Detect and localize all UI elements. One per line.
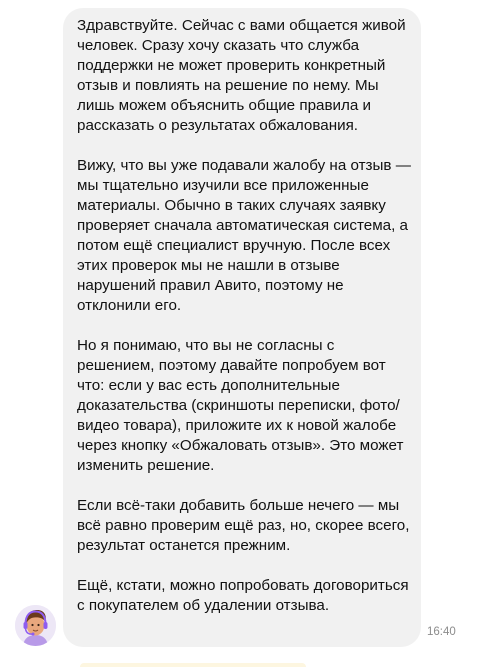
message-paragraph: Ещё, кстати, можно попробовать договориться с покупателем об удалении отзыва. [77,577,409,614]
support-agent-avatar-icon [15,605,56,646]
message-timestamp: 16:40 [427,626,456,638]
message-paragraph: Здравствуйте. Сейчас с вами общается живой человек. Сразу хочу сказать что служба поддержки не может проверить конкретный отзыв и повлиять на решение по нему. Мы лишь можем объяснить общие правила и рассказать о результатах обжалования. [77,17,406,134]
avatar-illustration [15,605,56,646]
message-paragraph: Но я понимаю, что вы не согласны с решением, поэтому давайте попробуем вот что: если у вас есть дополнительные доказательства (скриншоты переписки, фото/видео товара), приложите их к новой жалобе через кнопку «Обжаловать отзыв». Это может изменить решение. [77,337,404,474]
support-message-bubble [63,8,421,647]
next-message-bubble-edge [80,663,306,667]
message-paragraph: Если всё-таки добавить больше нечего — мы всё равно проверим ещё раз, но, скорее всего, результат останется прежним. [77,497,410,554]
message-paragraph: Вижу, что вы уже подавали жалобу на отзыв — мы тщательно изучили все приложенные материалы. Обычно в таких случаях заявку проверяет сначала автоматическая система, а потом ещё специалист вручную. После всех этих проверок мы не нашли в отзыве нарушений правил Авито, поэтому не отклонили его. [77,157,411,314]
